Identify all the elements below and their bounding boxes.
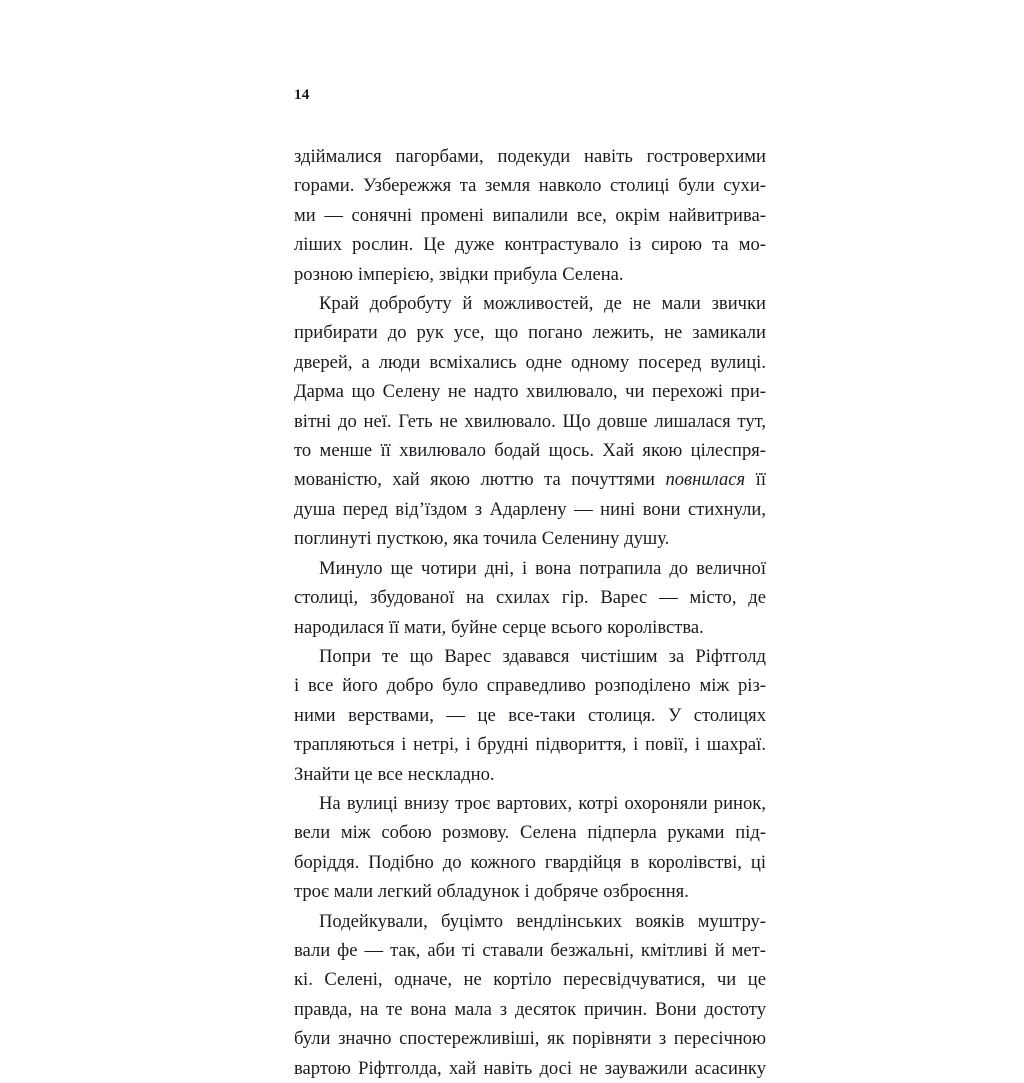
text-line: були значно спостережливіші, як порівняти з пересічною bbox=[294, 1028, 766, 1050]
paragraph bbox=[294, 289, 766, 554]
text-line: вели між собою розмову. Селена підперла руками під- bbox=[294, 822, 766, 844]
text-line: вартою Ріфтголда, хай навіть досі не зауважили асасинку bbox=[294, 1057, 766, 1079]
text-line: горами. Узбережжя та земля навколо столиці були сухи- bbox=[294, 175, 766, 197]
text-line: прибирати до рук усе, що погано лежить, не замикали bbox=[294, 322, 766, 344]
paragraph bbox=[294, 789, 766, 907]
text-line: здіймалися пагорбами, подекуди навіть гостроверхими bbox=[294, 146, 766, 167]
text-line: поглинуті пусткою, яка точила Селенину душу. bbox=[294, 528, 670, 550]
text-line: Знайти це все нескладно. bbox=[294, 763, 495, 785]
text-line: трапляються і нетрі, і брудні підвориття, і повії, і шахраї. bbox=[294, 734, 766, 756]
text-line: боріддя. Подібно до кожного гвардійця в королівстві, ці bbox=[294, 851, 766, 873]
paragraph bbox=[294, 554, 766, 642]
text-line: дверей, а люди всміхались одне одному посеред вулиці. bbox=[294, 351, 766, 373]
text-line: кі. Селені, одначе, не кортіло пересвідчуватися, чи це bbox=[294, 969, 766, 991]
text-block bbox=[294, 88, 766, 1083]
text-line: душа перед від’їздом з Адарлену — нині вони стихнули, bbox=[294, 498, 766, 520]
line-text-suffix: її bbox=[745, 469, 767, 491]
text-line: ліших рослин. Це дуже контрастувало із сирою та мо- bbox=[294, 234, 766, 256]
text-line: розною імперією, звідки прибула Селена. bbox=[294, 263, 624, 285]
paragraph bbox=[294, 142, 766, 289]
text-line: столиці, збудованої на схилах гір. Варес — місто, де bbox=[294, 587, 766, 609]
text-line: Дарма що Селену не надто хвилювало, чи перехожі при- bbox=[294, 381, 766, 403]
text-line: народилася її мати, буйне серце всього королівства. bbox=[294, 616, 704, 638]
paragraph bbox=[294, 907, 766, 1083]
text-line: Подейкували, буцімто вендлінських вояків муштру- bbox=[319, 910, 766, 932]
paragraph bbox=[294, 642, 766, 789]
page-number: 14 bbox=[294, 87, 310, 103]
text-line: троє мали легкий обладунок і добряче озброєння. bbox=[294, 881, 689, 903]
text-line: На вулиці внизу троє вартових, котрі охороняли ринок, bbox=[319, 792, 766, 814]
text-line: ними верствами, — це все-таки столиця. У столицях bbox=[294, 704, 766, 726]
text-line-with-emphasis bbox=[294, 465, 766, 494]
line-text-prefix: мованістю, хай якою люттю та почуттями bbox=[294, 469, 666, 491]
emphasis-word: повнилася bbox=[665, 469, 746, 491]
text-line: Минуло ще чотири дні, і вона потрапила до величної bbox=[319, 557, 766, 579]
text-line: ми — сонячні промені випалили все, окрім найвитрива- bbox=[294, 204, 766, 226]
text-line: то менше її хвилювало бодай щось. Хай якою цілеспря- bbox=[294, 440, 766, 462]
text-line: і все його добро було справедливо розподілено між різ- bbox=[294, 675, 766, 697]
text-line: Попри те що Варес здавався чистішим за Ріфтголд bbox=[319, 645, 766, 667]
text-line: вали фе — так, аби ті ставали безжальні, кмітливі й мет- bbox=[294, 939, 766, 961]
text-line: правда, на те вона мала з десяток причин. Вони достоту bbox=[294, 998, 766, 1020]
text-line: Край добробуту й можливостей, де не мали звички bbox=[319, 293, 766, 315]
body-copy bbox=[294, 142, 766, 1083]
text-line: вітні до неї. Геть не хвилювало. Що довше лишалася тут, bbox=[294, 410, 766, 432]
